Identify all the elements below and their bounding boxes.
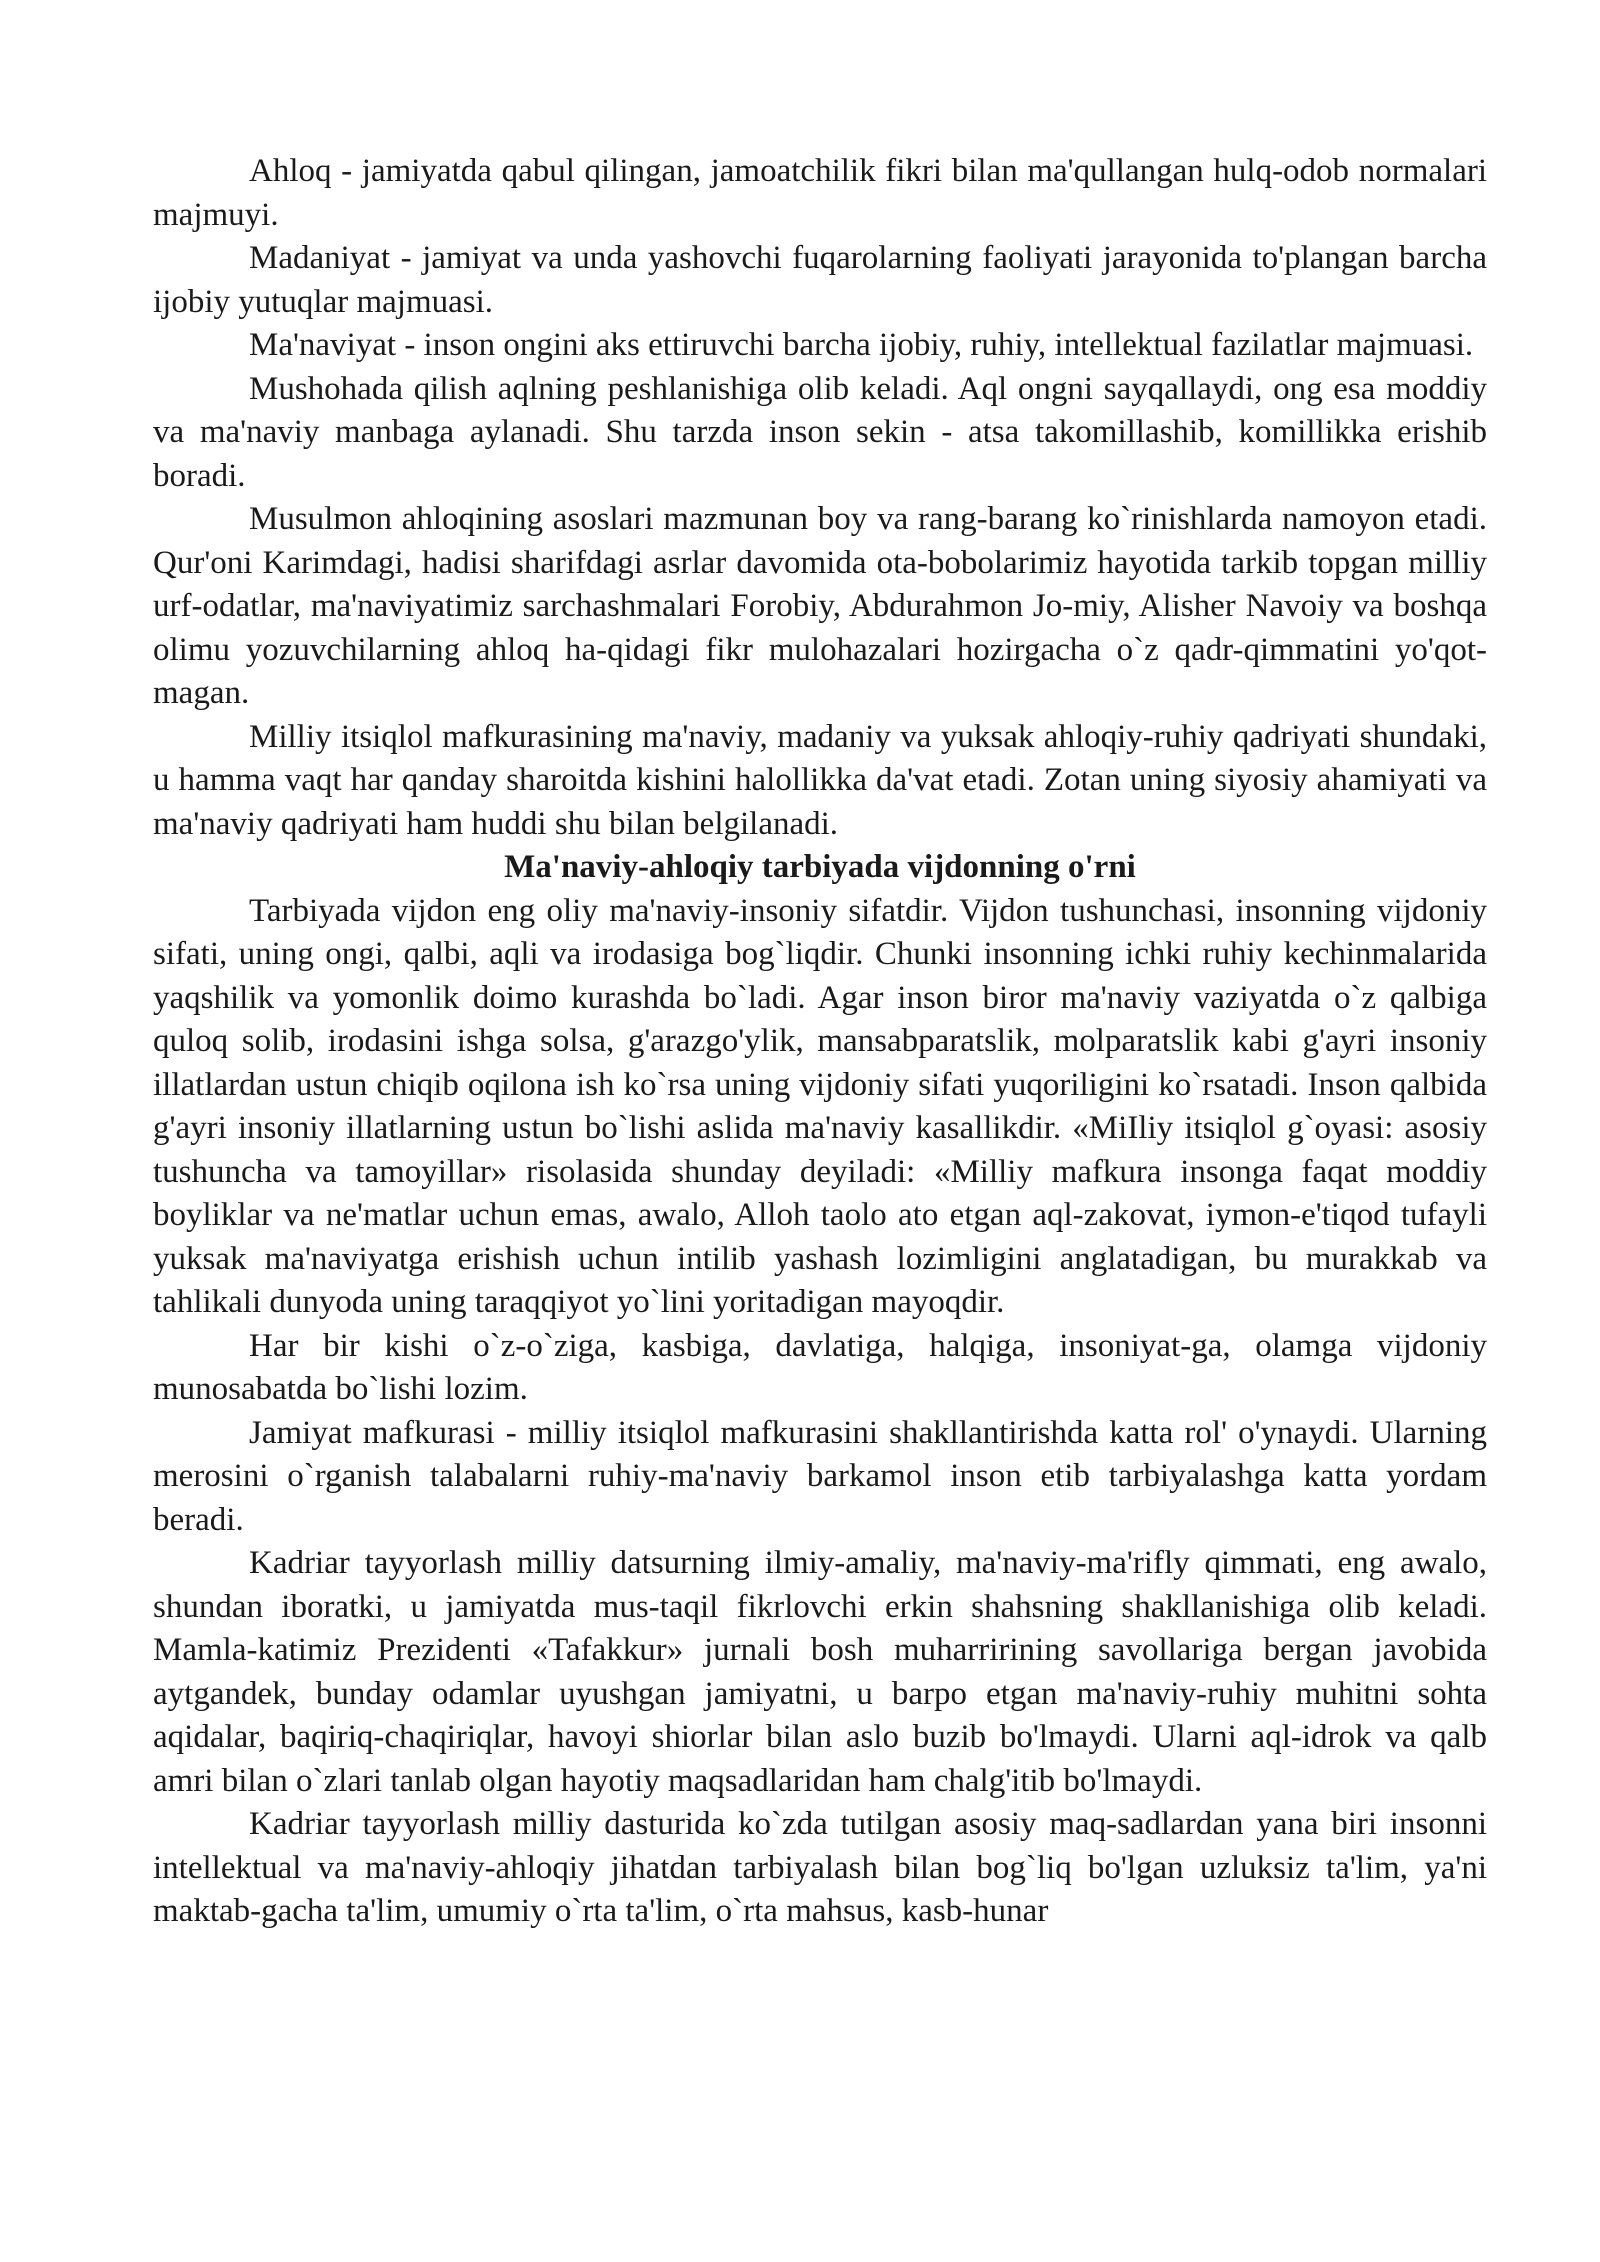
- paragraph-musulmon-ahloqi: Musulmon ahloqining asoslari mazmunan boy va rang-barang ko`rinishlarda namoyon etadi. Qur'oni Karimdagi, hadisi sharifdagi asrlar davomida ota-bobolarimiz hayotida tarkib topgan milliy urf-odatlar, ma'naviyatimiz sarchashmalari Forobiy, Abdurahmon Jo-miy, Alisher Navoiy va boshqa olimu yozuvchilarning ahloq ha-qidagi fikr mulohazalari hozirgacha o`z qadr-qimmatini yo'qot-magan.: [153, 501, 1487, 711]
- paragraph-mushohada: Mushohada qilish aqlning peshlanishiga olib keladi. Aql ongni sayqallaydi, ong esa moddiy va ma'naviy manbaga aylanadi. Shu tarzda inson sekin - atsa takomillashib, komillikka erishib boradi.: [153, 370, 1487, 494]
- paragraph-milliy-mafkura: Milliy itsiqlol mafkurasining ma'naviy, madaniy va yuksak ahloqiy-ruhiy qadriyati shundaki, u hamma vaqt har qanday sharoitda kishini halollikka da'vat etadi. Zotan uning siyosiy ahamiyati va ma'naviy qadriyati ham huddi shu bilan belgilanadi.: [153, 718, 1487, 842]
- paragraph-kadriar-dastur: Kadriar tayyorlash milliy dasturida ko`zda tutilgan asosiy maq-sadlardan yana biri insonni intellektual va ma'naviy-ahloqiy jihatdan tarbiyalash bilan bog`liq bo'lgan uzluksiz ta'lim, ya'ni maktab-gacha ta'lim, umumiy o`rta ta'lim, o`rta mahsus, kasb-hunar: [153, 1806, 1487, 1929]
- paragraph-har-bir-kishi: Har bir kishi o`z-o`ziga, kasbiga, davlatiga, halqiga, insoniyat-ga, olamga vijdoniy munosabatda bo`lishi lozim.: [153, 1327, 1487, 1407]
- document-page: [153, 150, 1487, 1934]
- paragraph-manaviyat-definition: Ma'naviyat - inson ongini aks ettiruvchi barcha ijobiy, ruhiy, intellektual fazilatlar majmuasi.: [249, 327, 1474, 363]
- paragraph-ahloq-definition: Ahloq - jamiyatda qabul qilingan, jamoatchilik fikri bilan ma'qullangan hulq-odob normalari majmuyi.: [153, 153, 1487, 233]
- paragraph-kadriar-datsur: Kadriar tayyorlash milliy datsurning ilmiy-amaliy, ma'naviy-ma'rifly qimmati, eng awalo, shundan iboratki, u jamiyatda mus-taqil fikrlovchi erkin shahsning shakllanishiga olib keladi. Mamla-katimiz Prezidenti «Tafakkur» jurnali bosh muharririning savollariga bergan javobida aytgandek, bunday odamlar uyushgan jamiyatni, u barpo etgan ma'naviy-ruhiy muhitni sohta aqidalar, baqiriq-chaqiriqlar, havoyi shiorlar bilan aslo buzib bo'lmaydi. Ularni aql-idrok va qalb amri bilan o`zlari tanlab olgan hayotiy maqsadlaridan ham chalg'itib bo'lmaydi.: [153, 1545, 1487, 1799]
- section-heading: Ma'naviy-ahloqiy tarbiyada vijdonning o'rni: [504, 849, 1136, 885]
- paragraph-jamiyat-mafkurasi: Jamiyat mafkurasi - milliy itsiqlol mafkurasini shakllantirishda katta rol' o'ynaydi. Ularning merosini o`rganish talabalarni ruhiy-ma'naviy barkamol inson etib tarbiyalashga katta yordam beradi.: [153, 1414, 1487, 1538]
- paragraph-vijdon: Tarbiyada vijdon eng oliy ma'naviy-insoniy sifatdir. Vijdon tushunchasi, insonning vijdoniy sifati, uning ongi, qalbi, aqli va irodasiga bog`liqdir. Chunki insonning ichki ruhiy kechinmalarida yaqshilik va yomonlik doimo kurashda bo`ladi. Agar inson biror ma'naviy vaziyatda o`z qalbiga quloq solib, irodasini ishga solsa, g'arazgo'ylik, mansabparatslik, molparatslik kabi g'ayri insoniy illatlardan ustun chiqib oqilona ish ko`rsa uning vijdoniy sifati yuqoriligini ko`rsatadi. Inson qalbida g'ayri insoniy illatlarning ustun bo`lishi aslida ma'naviy kasallikdir. «MiIliy itsiqlol g`oyasi: asosiy tushuncha va tamoyillar» risolasida shunday deyiladi: «Milliy mafkura insonga faqat moddiy boyliklar va ne'matlar uchun emas, awalo, Alloh taolo ato etgan aql-zakovat, iymon-e'tiqod tufayli yuksak ma'naviyatga erishish uchun intilib yashash lozimligini anglatadigan, bu murakkab va tahlikali dunyoda uning taraqqiyot yo`lini yoritadigan mayoqdir.: [153, 892, 1487, 1320]
- paragraph-madaniyat-definition: Madaniyat - jamiyat va unda yashovchi fuqarolarning faoliyati jarayonida to'plangan barcha ijobiy yutuqlar majmuasi.: [153, 240, 1487, 320]
